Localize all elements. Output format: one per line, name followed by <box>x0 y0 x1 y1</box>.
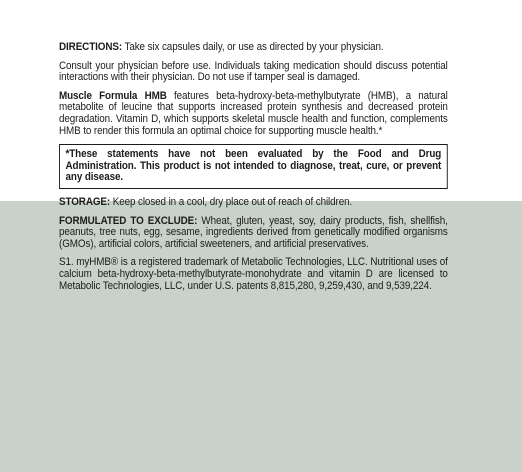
storage-label: STORAGE: <box>59 195 111 208</box>
product-name: Muscle Formula HMB <box>59 89 167 102</box>
fda-disclaimer-box: *These statements have not been evaluated by the Food and Drug Administration. This product is not intended to diagnose, treat, cure, or prevent any disease. <box>59 144 448 189</box>
storage-paragraph <box>59 197 448 209</box>
storage-text: Keep closed in a cool, dry place out of reach of children. <box>110 195 353 208</box>
directions-text: Take six capsules daily, or use as directed by your physician. <box>122 41 384 53</box>
trademark-paragraph: S1. myHMB® is a registered trademark of Metabolic Technologies, LLC. Nutritional uses of calcium beta-hydroxy-beta-methylbutyrate-monohydrate and vitamin D are licensed to Metabolic Technologies, LLC, under U.S. patents 8,815,280, 9,259,430, and 9,539,224. <box>59 256 448 292</box>
exclude-label: FORMULATED TO EXCLUDE: <box>59 214 198 227</box>
consult-paragraph: Consult your physician before use. Individuals taking medication should discuss potential interactions with their physician. Do not use if tamper seal is damaged. <box>59 59 448 84</box>
exclude-text: Wheat, gluten, yeast, soy, dairy products, fish, shellfish, peanuts, tree nuts, egg, sesame, ingredients derived from genetically modified organisms (GMOs), artificial colors, artificial sweeteners, and artificial preservatives. <box>59 214 448 250</box>
description-paragraph <box>59 91 448 137</box>
label-text-column <box>59 42 448 299</box>
directions-paragraph <box>59 42 448 54</box>
exclude-paragraph <box>59 216 448 251</box>
directions-label: DIRECTIONS: <box>59 41 123 53</box>
description-text: features beta-hydroxy-beta-methylbutyrate (HMB), a natural metabolite of leucine that supports increased protein synthesis and decreased protein degradation. Vitamin D, which supports skeletal muscle health and function, complements HMB to render this formula an optimal choice for supporting muscle health.* <box>59 89 448 137</box>
